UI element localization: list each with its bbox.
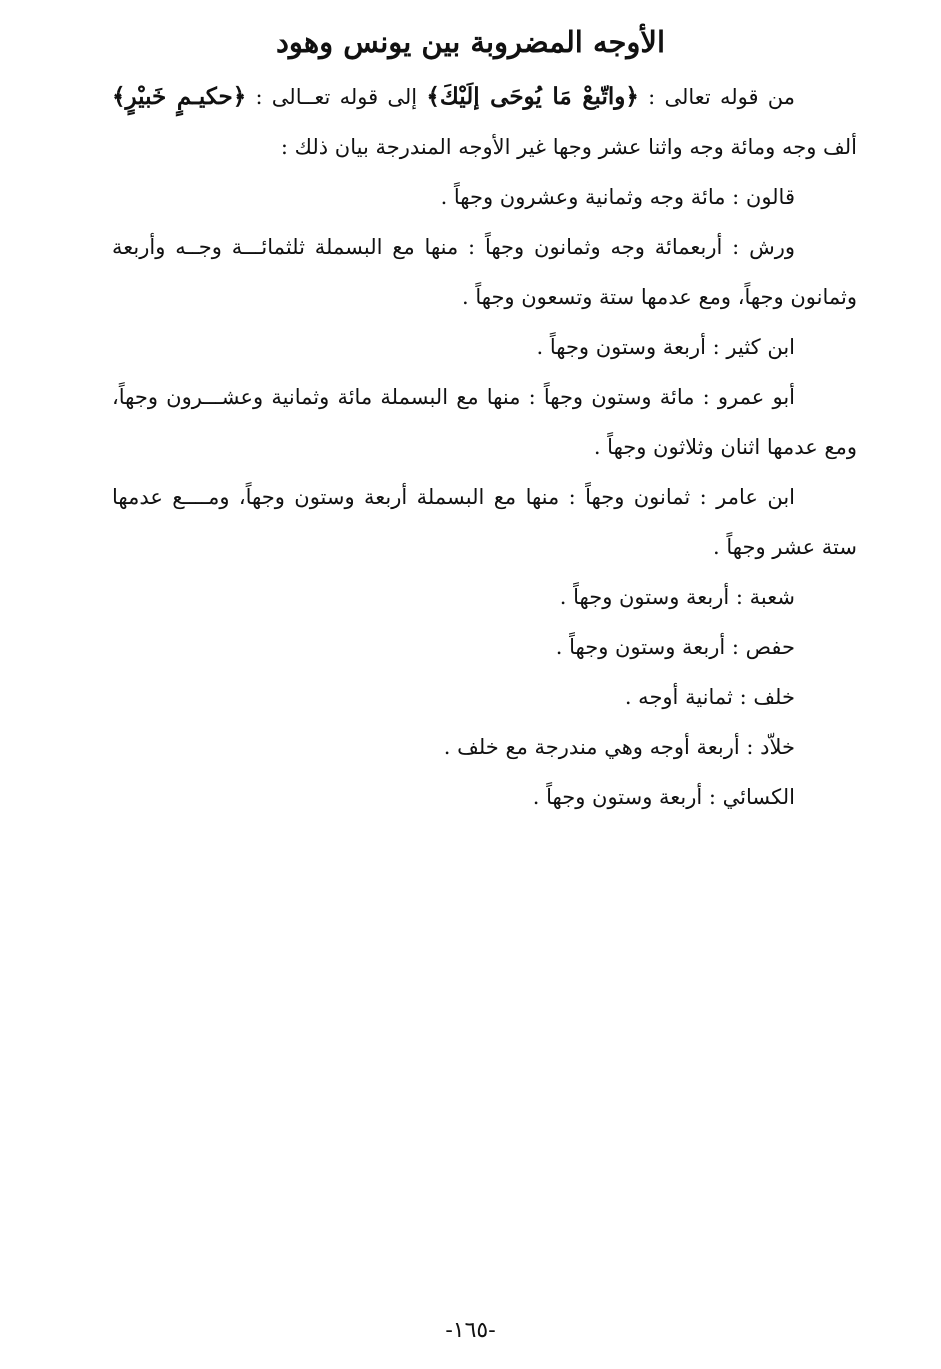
intro-middle: إلى قوله تعــالى :: [246, 85, 427, 109]
quran-verse-end: ﴿حكيـمٍ خَبيْرٍ﴾: [112, 83, 247, 110]
page-number: -١٦٥-: [445, 1318, 496, 1343]
page-title: الأوجه المضروبة بين يونس وهود: [275, 25, 666, 59]
entry-qalun: قالون : مائة وجه وثمانية وعشرون وجهاً .: [440, 185, 795, 209]
entry-warsh: ورش : أربعمائة وجه وثمانون وجهاً : منها مع البسملة ثلثمائـــة وجــه وأربعة وثمانون وجهاً، ومع عدمها ستة وتسعون وجهاً .: [112, 235, 857, 309]
entry-khalaf: خلف : ثمانية أوجه .: [624, 685, 795, 709]
page-body: [112, 72, 857, 822]
entry-hafs: حفص : أربعة وستون وجهاً .: [555, 635, 795, 659]
intro-paragraph: [112, 72, 857, 172]
intro-prefix: من قوله تعالى :: [638, 85, 795, 109]
entry-abu-amr: أبو عمرو : مائة وستون وجهاً : منها مع البسملة مائة وثمانية وعشـــرون وجهاً، ومع عدمها اثنان وثلاثون وجهاً .: [112, 385, 857, 459]
quran-verse-start: ﴿واتّبعْ مَا يُوحَى إلَيْكَ﴾: [426, 83, 639, 110]
entry-ibn-amir: ابن عامر : ثمانون وجهاً : منها مع البسملة أربعة وستون وجهاً، ومــــع عدمها ستة عشر وجهاً .: [112, 485, 857, 559]
entry-kisai: الكسائي : أربعة وستون وجهاً .: [532, 785, 795, 809]
entry-shuba: شعبة : أربعة وستون وجهاً .: [559, 585, 795, 609]
intro-suffix: ألف وجه ومائة وجه واثنا عشر وجها غير الأوجه المندرجة بيان ذلك :: [280, 135, 857, 159]
entry-khallad: خلاّد : أربعة أوجه وهي مندرجة مع خلف .: [443, 735, 795, 759]
entry-ibn-kathir: ابن كثير : أربعة وستون وجهاً .: [536, 335, 795, 359]
